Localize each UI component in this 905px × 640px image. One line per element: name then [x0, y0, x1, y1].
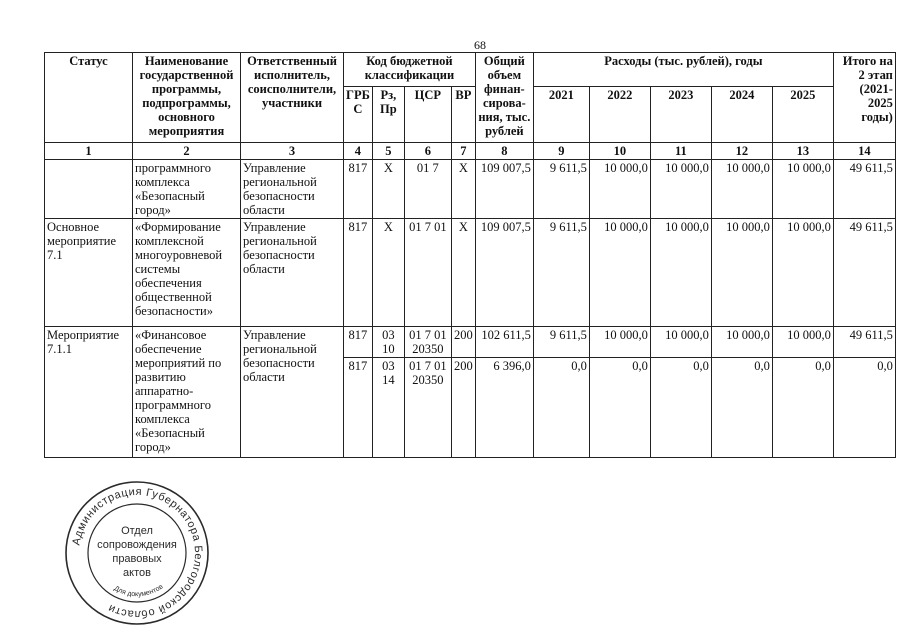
page-number: 68 — [474, 38, 486, 52]
grbs-cell: 817 — [344, 160, 373, 219]
grbs-cell: 817 — [344, 327, 373, 358]
year-2021-cell: 0,0 — [533, 358, 589, 458]
column-number-row — [45, 143, 896, 160]
year-2021-cell: 9 611,5 — [533, 160, 589, 219]
stage-total-cell: 0,0 — [833, 358, 895, 458]
year-2021-cell: 9 611,5 — [533, 327, 589, 358]
year-2021-cell: 9 611,5 — [533, 219, 589, 327]
stamp-line: актов — [123, 567, 151, 579]
grbs-cell: 817 — [344, 358, 373, 458]
vr-cell: Х — [451, 160, 475, 219]
year-2023-cell: 10 000,0 — [650, 160, 711, 219]
col-number: 11 — [650, 143, 711, 160]
rz-cell: Х — [372, 160, 404, 219]
total-cell: 109 007,5 — [475, 219, 533, 327]
header-executor: Ответственный исполнитель, соисполнители, участники — [241, 53, 344, 143]
header-expenses: Расходы (тыс. рублей), годы — [533, 53, 833, 87]
col-number: 12 — [711, 143, 772, 160]
stamp-ring-text: Администрация Губернатора Белгородской области — [70, 485, 205, 621]
name-cell: «Финансовое обеспечение мероприятий по развитию аппаратно-программного комплекса «Безопасный город» — [133, 327, 241, 458]
year-2023-cell: 0,0 — [650, 358, 711, 458]
total-cell: 109 007,5 — [475, 160, 533, 219]
status-cell: Мероприятие 7.1.1 — [45, 327, 133, 458]
header-year-2023: 2023 — [650, 87, 711, 143]
header-year-2022: 2022 — [589, 87, 650, 143]
name-cell: программного комплекса «Безопасный город» — [133, 160, 241, 219]
year-2025-cell: 10 000,0 — [772, 219, 833, 327]
header-year-2021: 2021 — [533, 87, 589, 143]
total-cell: 102 611,5 — [475, 327, 533, 358]
rz-cell: Х — [372, 219, 404, 327]
year-2022-cell: 10 000,0 — [589, 327, 650, 358]
col-number: 7 — [451, 143, 475, 160]
year-2024-cell: 10 000,0 — [711, 327, 772, 358]
csr-cell: 01 7 01 20350 — [404, 327, 451, 358]
header-year-2024: 2024 — [711, 87, 772, 143]
header-vr: ВР — [451, 87, 475, 143]
year-2024-cell: 10 000,0 — [711, 219, 772, 327]
table-row — [45, 160, 896, 219]
col-number: 8 — [475, 143, 533, 160]
csr-cell: 01 7 01 — [404, 219, 451, 327]
col-number: 9 — [533, 143, 589, 160]
header-name: Наименование государственной программы, подпрограммы, основного мероприятия — [133, 53, 241, 143]
vr-cell: Х — [451, 219, 475, 327]
status-cell: Основное мероприятие 7.1 — [45, 219, 133, 327]
stamp-line: сопровождения — [97, 539, 177, 551]
stage-total-cell: 49 611,5 — [833, 219, 895, 327]
header-total: Общий объем финан-сирова-ния, тыс. рублей — [475, 53, 533, 143]
year-2022-cell: 10 000,0 — [589, 219, 650, 327]
year-2024-cell: 0,0 — [711, 358, 772, 458]
vr-cell: 200 — [451, 358, 475, 458]
grbs-cell: 817 — [344, 219, 373, 327]
table-row — [45, 219, 896, 327]
rz-cell: 03 10 — [372, 327, 404, 358]
year-2024-cell: 10 000,0 — [711, 160, 772, 219]
stage-total-cell: 49 611,5 — [833, 160, 895, 219]
year-2022-cell: 10 000,0 — [589, 160, 650, 219]
col-number: 6 — [404, 143, 451, 160]
year-2025-cell: 0,0 — [772, 358, 833, 458]
executor-cell: Управление региональной безопасности области — [241, 219, 344, 327]
col-number: 1 — [45, 143, 133, 160]
table-row — [45, 327, 896, 358]
col-number: 14 — [833, 143, 895, 160]
year-2023-cell: 10 000,0 — [650, 327, 711, 358]
col-number: 10 — [589, 143, 650, 160]
stamp-line: Отдел — [121, 525, 153, 537]
official-stamp — [62, 478, 212, 628]
header-csr: ЦСР — [404, 87, 451, 143]
year-2025-cell: 10 000,0 — [772, 160, 833, 219]
col-number: 3 — [241, 143, 344, 160]
header-status: Статус — [45, 53, 133, 143]
header-grbs: ГРБ С — [344, 87, 373, 143]
total-cell: 6 396,0 — [475, 358, 533, 458]
col-number: 4 — [344, 143, 373, 160]
col-number: 5 — [372, 143, 404, 160]
header-year-2025: 2025 — [772, 87, 833, 143]
executor-cell: Управление региональной безопасности области — [241, 160, 344, 219]
budget-table — [44, 52, 896, 458]
csr-cell: 01 7 — [404, 160, 451, 219]
csr-cell: 01 7 01 20350 — [404, 358, 451, 458]
year-2025-cell: 10 000,0 — [772, 327, 833, 358]
header-rz: Рз, Пр — [372, 87, 404, 143]
col-number: 2 — [133, 143, 241, 160]
year-2023-cell: 10 000,0 — [650, 219, 711, 327]
header-stage-total: Итого на 2 этап (2021-2025 годы) — [833, 53, 895, 143]
stamp-line: правовых — [112, 553, 162, 565]
status-cell — [45, 160, 133, 219]
rz-cell: 03 14 — [372, 358, 404, 458]
header-budget-code: Код бюджетной классификации — [344, 53, 476, 87]
executor-cell: Управление региональной безопасности области — [241, 327, 344, 458]
stage-total-cell: 49 611,5 — [833, 327, 895, 358]
name-cell: «Формирование комплексной многоуровневой системы обеспечения общественной безопасности» — [133, 219, 241, 327]
vr-cell: 200 — [451, 327, 475, 358]
year-2022-cell: 0,0 — [589, 358, 650, 458]
stamp-bottom-text: Для документов — [112, 583, 165, 599]
col-number: 13 — [772, 143, 833, 160]
